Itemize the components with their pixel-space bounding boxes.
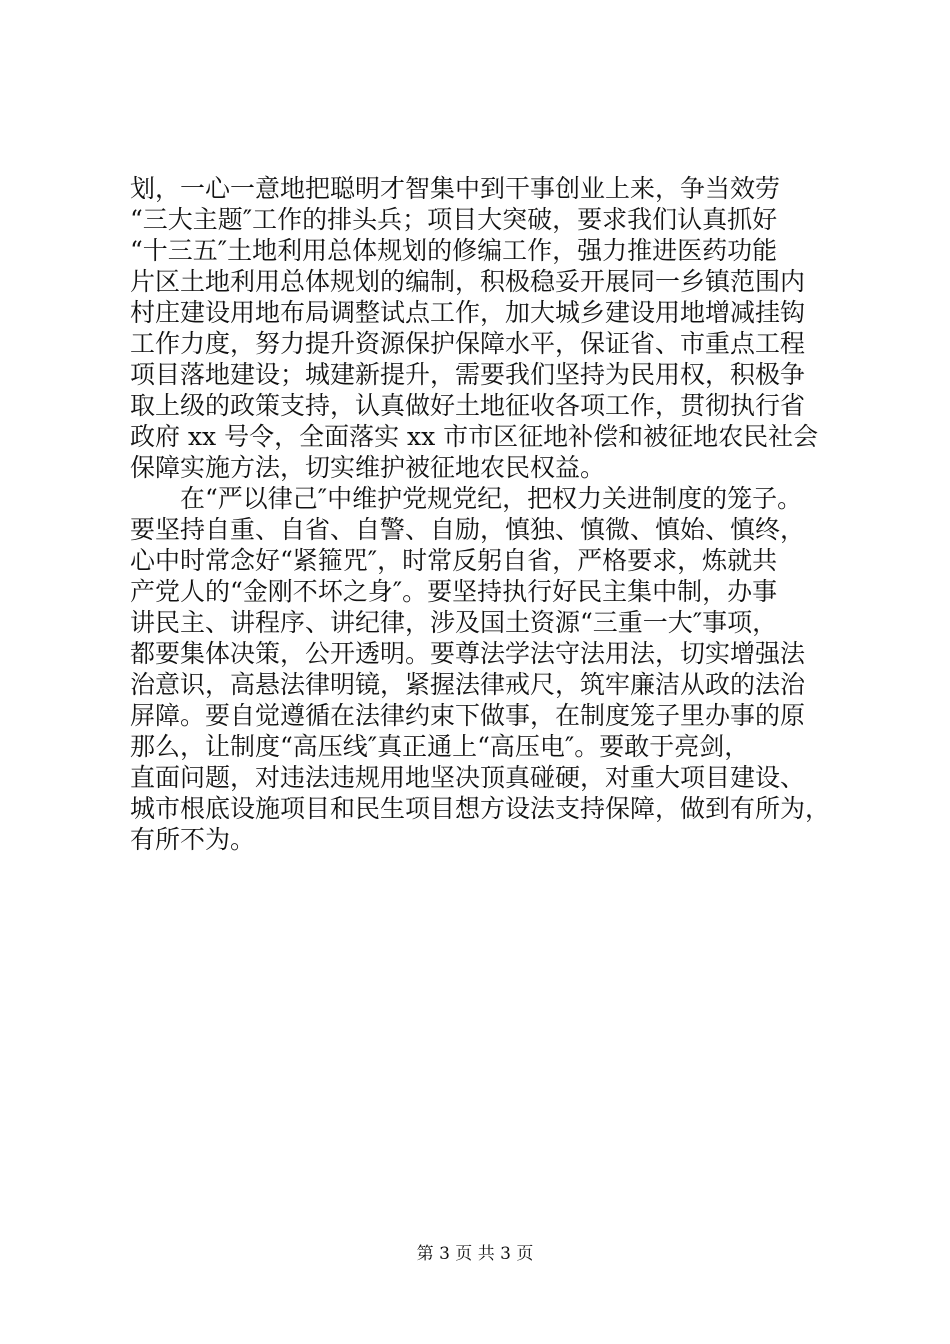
text-line: 工作力度，努力提升资源保护保障水平，保证省、市重点工程 [130,329,806,358]
text-line: 讲民主、讲程序、讲纪律，涉及国土资源“三重一大″事项， [130,608,778,637]
text-line: 片区土地利用总体规划的编制，积极稳妥开展同一乡镇范围内 [130,267,806,296]
text-line: 产党人的“金刚不坏之身″。要坚持执行好民主集中制，办事 [130,577,778,606]
text-line: 划，一心一意地把聪明才智集中到干事创业上来，争当效劳 [130,174,781,203]
text-line: “十三五″土地利用总体规划的修编工作，强力推进医药功能 [130,236,778,265]
text-line: 屏障。要自觉遵循在法律约束下做事，在制度笼子里办事的原 [130,701,806,730]
text-line: 保障实施方法，切实维护被征地农民权益。 [130,453,606,482]
page-number: 第 3 页 共 3 页 [416,1244,534,1264]
text-line: 心中时常念好“紧箍咒″，时常反躬自省，严格要求，炼就共 [130,546,778,575]
text-line: 要坚持自重、自省、自警、自励，慎独、慎微、慎始、慎终， [130,515,806,544]
text-line: 项目落地建设；城建新提升，需要我们坚持为民用权，积极争 [130,360,806,389]
text-line: “三大主题″工作的排头兵；项目大突破，要求我们认真抓好 [130,205,778,234]
text-line: 村庄建设用地布局调整试点工作，加大城乡建设用地增减挂钩 [130,298,806,327]
text-line: 在“严以律己″中维护党规党纪，把权力关进制度的笼子。 [130,484,803,513]
page-footer [0,1243,950,1265]
text-line: 有所不为。 [130,825,256,854]
text-line: 治意识，高悬法律明镜，紧握法律戒尺，筑牢廉洁从政的法治 [130,670,806,699]
body-text [130,173,850,855]
text-line: 取上级的政策支持，认真做好土地征收各项工作，贯彻执行省 [130,391,806,420]
text-line: 直面问题，对违法违规用地坚决顶真碰硬，对重大项目建设、 [130,763,806,792]
text-line: 那么，让制度“高压线″真正通上“高压电″。要敢于亮剑， [130,732,750,761]
text-line: 城市根底设施项目和民生项目想方设法支持保障，做到有所为， [130,794,831,823]
text-line: 政府 xx 号令，全面落实 xx 市市区征地补偿和被征地农民社会 [130,422,819,451]
text-line: 都要集体决策，公开透明。要尊法学法守法用法，切实增强法 [130,639,806,668]
